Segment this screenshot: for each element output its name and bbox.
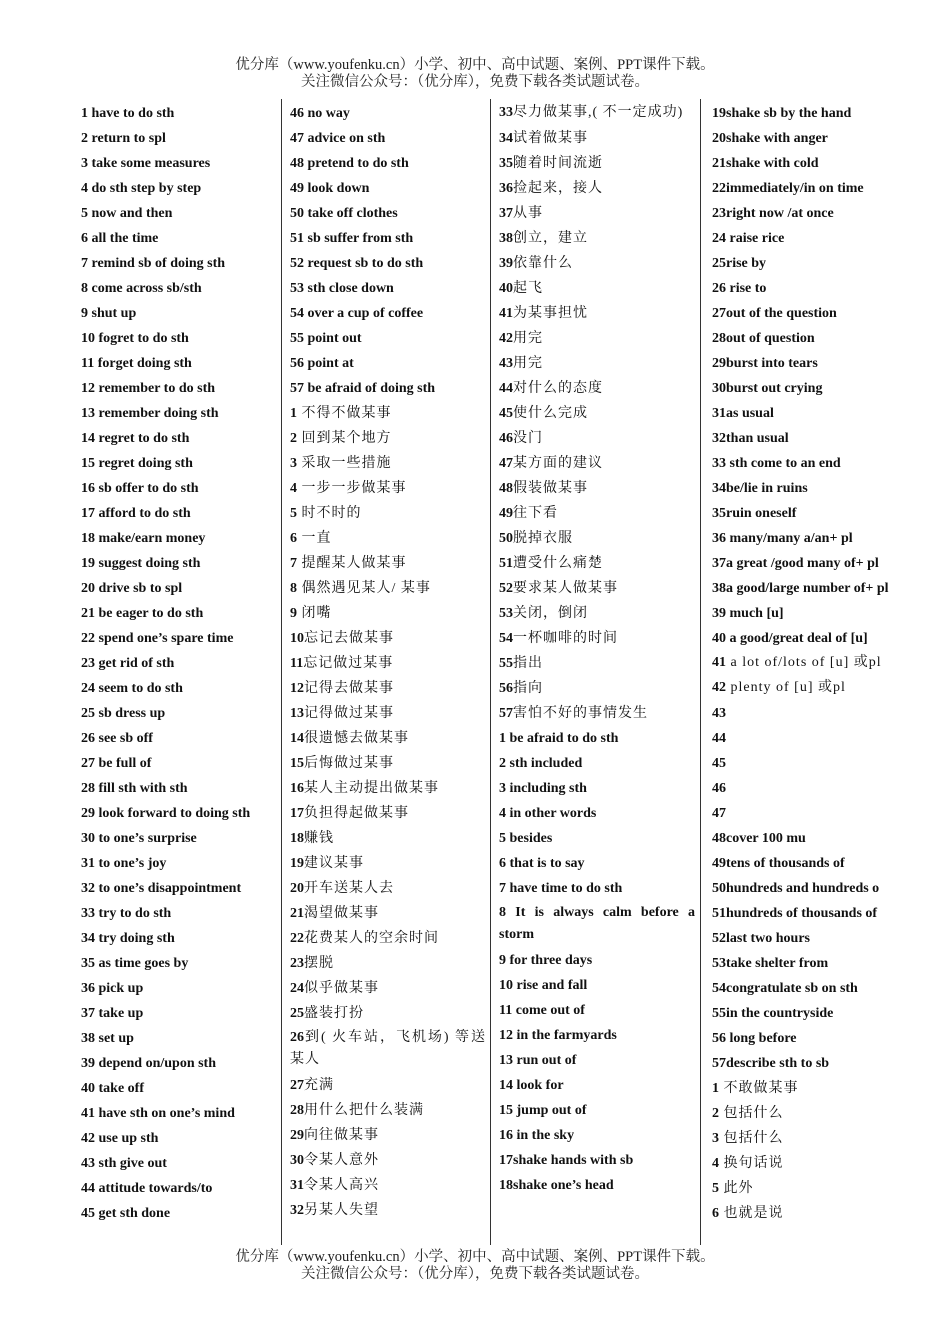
phrase-item: 7 提醒某人做某事 bbox=[290, 556, 407, 571]
phrase-item: 5 now and then bbox=[81, 206, 173, 221]
phrase-item: 45使什么完成 bbox=[499, 406, 588, 421]
phrase-item: 47 bbox=[712, 806, 726, 821]
phrase-item: 2 回到某个地方 bbox=[290, 431, 392, 446]
phrase-item: 44对什么的态度 bbox=[499, 381, 603, 396]
phrase-item: 33 sth come to an end bbox=[712, 456, 841, 471]
phrase-item: 20开车送某人去 bbox=[290, 881, 394, 896]
phrase-item: 8 偶然遇见某人/ 某事 bbox=[290, 581, 431, 596]
phrase-item: 42 plenty of [u] 或pl bbox=[712, 680, 846, 695]
phrase-item: 16 sb offer to do sth bbox=[81, 481, 199, 496]
phrase-item: 29 look forward to doing sth bbox=[81, 806, 251, 821]
phrase-item: 3 take some measures bbox=[81, 156, 211, 171]
phrase-item: 22 spend one’s spare time bbox=[81, 631, 234, 646]
phrase-item: 8 It is always calm before a storm bbox=[499, 905, 695, 942]
phrase-item: 36 many/many a/an+ pl bbox=[712, 531, 853, 546]
phrase-item: 5 besides bbox=[499, 831, 553, 846]
phrase-item: 1 不敢做某事 bbox=[712, 1081, 799, 1096]
phrase-item: 44 bbox=[712, 731, 726, 746]
phrase-item: 35 as time goes by bbox=[81, 956, 189, 971]
column-divider bbox=[490, 99, 491, 1245]
phrase-item: 6 一直 bbox=[290, 531, 332, 546]
phrase-item: 22immediately/in on time bbox=[712, 181, 864, 196]
phrase-item: 11 come out of bbox=[499, 1003, 585, 1018]
footer-line-2: 关注微信公众号：（优分库），免费下载各类试题试卷。 bbox=[301, 1266, 649, 1282]
phrase-item: 5 此外 bbox=[712, 1181, 754, 1196]
phrase-item: 54一杯咖啡的时间 bbox=[499, 631, 618, 646]
phrase-item: 1 have to do sth bbox=[81, 106, 175, 121]
phrase-item: 33 try to do sth bbox=[81, 906, 172, 921]
phrase-item: 14很遗憾去做某事 bbox=[290, 731, 409, 746]
phrase-item: 45 bbox=[712, 756, 726, 771]
phrase-item: 35随着时间流逝 bbox=[499, 156, 603, 171]
phrase-item: 27充满 bbox=[290, 1078, 334, 1093]
footer-line-1: 优分库（www.youfenku.cn）小学、初中、高中试题、案例、PPT课件下载。 bbox=[235, 1249, 715, 1265]
phrase-item: 19shake sb by the hand bbox=[712, 106, 852, 121]
phrase-item: 28 fill sth with sth bbox=[81, 781, 188, 796]
phrase-item: 16 in the sky bbox=[499, 1128, 575, 1143]
phrase-item: 10 fogret to do sth bbox=[81, 331, 189, 346]
phrase-item: 57 be afraid of doing sth bbox=[290, 381, 436, 396]
phrase-column-3 bbox=[499, 101, 695, 1241]
phrase-item: 52 request sb to do sth bbox=[290, 256, 424, 271]
phrase-item: 40起飞 bbox=[499, 281, 543, 296]
phrase-item: 40 take off bbox=[81, 1081, 144, 1096]
phrase-item: 34试着做某事 bbox=[499, 131, 588, 146]
phrase-item: 50hundreds and hundreds o bbox=[712, 881, 880, 896]
page-footer bbox=[0, 1249, 950, 1283]
header-line-2: 关注微信公众号：（优分库），免费下载各类试题试卷。 bbox=[301, 74, 649, 90]
phrase-item: 18shake one’s head bbox=[499, 1178, 614, 1193]
phrase-item: 28用什么把什么装满 bbox=[290, 1103, 424, 1118]
column-divider bbox=[700, 99, 701, 1245]
phrase-item: 14 look for bbox=[499, 1078, 564, 1093]
phrase-item: 12 remember to do sth bbox=[81, 381, 216, 396]
phrase-item: 1 不得不做某事 bbox=[290, 406, 392, 421]
phrase-item: 34 try doing sth bbox=[81, 931, 175, 946]
phrase-item: 34be/lie in ruins bbox=[712, 481, 808, 496]
phrase-item: 50脱掉衣服 bbox=[499, 531, 573, 546]
phrase-item: 48cover 100 mu bbox=[712, 831, 806, 846]
phrase-item: 50 take off clothes bbox=[290, 206, 398, 221]
phrase-item: 23right now /at once bbox=[712, 206, 834, 221]
phrase-item: 8 come across sb/sth bbox=[81, 281, 202, 296]
phrase-item: 49tens of thousands of bbox=[712, 856, 845, 871]
phrase-item: 36 pick up bbox=[81, 981, 144, 996]
phrase-item: 38创立，建立 bbox=[499, 231, 588, 246]
phrase-item: 37a great /good many of+ pl bbox=[712, 556, 879, 571]
phrase-item: 43 bbox=[712, 706, 726, 721]
phrase-item: 53 sth close down bbox=[290, 281, 394, 296]
phrase-item: 14 regret to do sth bbox=[81, 431, 190, 446]
phrase-item: 46没门 bbox=[499, 431, 543, 446]
phrase-item: 26 rise to bbox=[712, 281, 767, 296]
phrase-item: 16某人主动提出做某事 bbox=[290, 781, 439, 796]
phrase-item: 4 一步一步做某事 bbox=[290, 481, 407, 496]
phrase-column-2 bbox=[290, 101, 486, 1241]
phrase-item: 41 have sth on one’s mind bbox=[81, 1106, 235, 1121]
phrase-item: 19 suggest doing sth bbox=[81, 556, 201, 571]
phrase-item: 1 be afraid to do sth bbox=[499, 731, 619, 746]
phrase-item: 13 remember doing sth bbox=[81, 406, 219, 421]
phrase-item: 27out of the question bbox=[712, 306, 837, 321]
phrase-item: 3 采取一些措施 bbox=[290, 456, 392, 471]
phrase-item: 12记得去做某事 bbox=[290, 681, 394, 696]
phrase-item: 49往下看 bbox=[499, 506, 558, 521]
phrase-item: 20 drive sb to spl bbox=[81, 581, 183, 596]
phrase-item: 21渴望做某事 bbox=[290, 906, 379, 921]
phrase-item: 28out of question bbox=[712, 331, 815, 346]
phrase-item: 29向往做某事 bbox=[290, 1128, 379, 1143]
phrase-item: 49 look down bbox=[290, 181, 370, 196]
phrase-item: 4 in other words bbox=[499, 806, 597, 821]
phrase-item: 7 have time to do sth bbox=[499, 881, 623, 896]
phrase-item: 27 be full of bbox=[81, 756, 152, 771]
phrase-item: 35ruin oneself bbox=[712, 506, 797, 521]
phrase-item: 11忘记做过某事 bbox=[290, 656, 394, 671]
phrase-item: 41为某事担忧 bbox=[499, 306, 588, 321]
phrase-item: 37 take up bbox=[81, 1006, 144, 1021]
phrase-item: 17shake hands with sb bbox=[499, 1153, 634, 1168]
phrase-item: 18赚钱 bbox=[290, 831, 334, 846]
phrase-column-4 bbox=[712, 101, 908, 1241]
phrase-item: 13 run out of bbox=[499, 1053, 577, 1068]
phrase-item: 46 bbox=[712, 781, 726, 796]
phrase-item: 56 point at bbox=[290, 356, 354, 371]
phrase-item: 9 for three days bbox=[499, 953, 593, 968]
phrase-item: 55in the countryside bbox=[712, 1006, 834, 1021]
phrase-item: 15 jump out of bbox=[499, 1103, 587, 1118]
phrase-item: 30令某人意外 bbox=[290, 1153, 379, 1168]
phrase-item: 11 forget doing sth bbox=[81, 356, 192, 371]
phrase-item: 10 rise and fall bbox=[499, 978, 588, 993]
phrase-item: 32 to one’s disappointment bbox=[81, 881, 242, 896]
phrase-item: 21 be eager to do sth bbox=[81, 606, 204, 621]
phrase-item: 52last two hours bbox=[712, 931, 811, 946]
phrase-item: 12 in the farmyards bbox=[499, 1028, 617, 1043]
phrase-item: 9 shut up bbox=[81, 306, 137, 321]
phrase-item: 23 get rid of sth bbox=[81, 656, 175, 671]
phrase-item: 3 包括什么 bbox=[712, 1131, 784, 1146]
phrase-item: 24 seem to do sth bbox=[81, 681, 183, 696]
phrase-item: 19建议某事 bbox=[290, 856, 364, 871]
phrase-item: 21shake with cold bbox=[712, 156, 819, 171]
phrase-item: 31 to one’s joy bbox=[81, 856, 167, 871]
phrase-item: 6 that is to say bbox=[499, 856, 585, 871]
phrase-item: 53take shelter from bbox=[712, 956, 829, 971]
phrase-item: 55指出 bbox=[499, 656, 543, 671]
phrase-item: 3 including sth bbox=[499, 781, 587, 796]
phrase-item: 39 much [u] bbox=[712, 606, 784, 621]
phrase-item: 22花费某人的空余时间 bbox=[290, 931, 439, 946]
phrase-item: 29burst into tears bbox=[712, 356, 818, 371]
phrase-item: 54 over a cup of coffee bbox=[290, 306, 424, 321]
phrase-item: 39 depend on/upon sth bbox=[81, 1056, 217, 1071]
phrase-item: 25盛装打扮 bbox=[290, 1006, 364, 1021]
phrase-item: 30burst out crying bbox=[712, 381, 823, 396]
phrase-item: 31令某人高兴 bbox=[290, 1178, 379, 1193]
phrase-item: 43用完 bbox=[499, 356, 543, 371]
phrase-item: 38 set up bbox=[81, 1031, 134, 1046]
phrase-item: 52要求某人做某事 bbox=[499, 581, 618, 596]
phrase-item: 25rise by bbox=[712, 256, 767, 271]
phrase-item: 24似乎做某事 bbox=[290, 981, 379, 996]
phrase-item: 33尽力做某事,( 不一定成功) bbox=[499, 105, 684, 120]
header-line-1: 优分库（www.youfenku.cn）小学、初中、高中试题、案例、PPT课件下载。 bbox=[235, 57, 715, 73]
phrase-item: 41 a lot of/lots of [u] 或pl bbox=[712, 655, 882, 670]
page-header bbox=[0, 57, 950, 91]
phrase-item: 32另某人失望 bbox=[290, 1203, 379, 1218]
phrase-item: 42用完 bbox=[499, 331, 543, 346]
phrase-item: 57害怕不好的事情发生 bbox=[499, 706, 648, 721]
phrase-item: 46 no way bbox=[290, 106, 350, 121]
phrase-item: 31as usual bbox=[712, 406, 774, 421]
phrase-item: 6 all the time bbox=[81, 231, 159, 246]
phrase-item: 47某方面的建议 bbox=[499, 456, 603, 471]
phrase-item: 15后悔做过某事 bbox=[290, 756, 394, 771]
phrase-item: 24 raise rice bbox=[712, 231, 785, 246]
phrase-item: 2 return to spl bbox=[81, 131, 166, 146]
phrase-item: 17负担得起做某事 bbox=[290, 806, 409, 821]
phrase-item: 57describe sth to sb bbox=[712, 1056, 830, 1071]
phrase-item: 26到( 火车站，飞机场) 等送某人 bbox=[290, 1030, 486, 1067]
phrase-item: 40 a good/great deal of [u] bbox=[712, 631, 868, 646]
phrase-item: 48假装做某事 bbox=[499, 481, 588, 496]
phrase-item: 32than usual bbox=[712, 431, 789, 446]
phrase-item: 56 long before bbox=[712, 1031, 797, 1046]
column-divider bbox=[281, 99, 282, 1245]
phrase-item: 25 sb dress up bbox=[81, 706, 166, 721]
phrase-item: 17 afford to do sth bbox=[81, 506, 191, 521]
phrase-item: 53关闭，倒闭 bbox=[499, 606, 588, 621]
phrase-item: 54congratulate sb on sth bbox=[712, 981, 858, 996]
phrase-item: 42 use up sth bbox=[81, 1131, 159, 1146]
phrase-item: 51 sb suffer from sth bbox=[290, 231, 414, 246]
phrase-item: 48 pretend to do sth bbox=[290, 156, 409, 171]
phrase-item: 36捡起来，接人 bbox=[499, 181, 603, 196]
phrase-item: 6 也就是说 bbox=[712, 1206, 784, 1221]
phrase-item: 20shake with anger bbox=[712, 131, 828, 146]
phrase-item: 38a good/large number of+ pl bbox=[712, 581, 889, 596]
phrase-item: 56指向 bbox=[499, 681, 543, 696]
phrase-item: 13记得做过某事 bbox=[290, 706, 394, 721]
phrase-item: 45 get sth done bbox=[81, 1206, 171, 1221]
phrase-item: 2 sth included bbox=[499, 756, 583, 771]
phrase-item: 4 do sth step by step bbox=[81, 181, 202, 196]
phrase-item: 51hundreds of thousands of bbox=[712, 906, 878, 921]
phrase-item: 7 remind sb of doing sth bbox=[81, 256, 226, 271]
phrase-item: 43 sth give out bbox=[81, 1156, 167, 1171]
phrase-item: 9 闭嘴 bbox=[290, 606, 332, 621]
phrase-item: 51遭受什么痛楚 bbox=[499, 556, 603, 571]
phrase-item: 37从事 bbox=[499, 206, 543, 221]
phrase-item: 5 时不时的 bbox=[290, 506, 362, 521]
phrase-item: 15 regret doing sth bbox=[81, 456, 193, 471]
phrase-column-1 bbox=[81, 101, 277, 1241]
phrase-item: 26 see sb off bbox=[81, 731, 153, 746]
phrase-item: 47 advice on sth bbox=[290, 131, 386, 146]
phrase-item: 30 to one’s surprise bbox=[81, 831, 197, 846]
phrase-item: 55 point out bbox=[290, 331, 362, 346]
phrase-item: 44 attitude towards/to bbox=[81, 1181, 213, 1196]
phrase-item: 18 make/earn money bbox=[81, 531, 206, 546]
phrase-item: 10忘记去做某事 bbox=[290, 631, 394, 646]
phrase-item: 4 换句话说 bbox=[712, 1156, 784, 1171]
phrase-item: 2 包括什么 bbox=[712, 1106, 784, 1121]
phrase-item: 23摆脱 bbox=[290, 956, 334, 971]
phrase-item: 39依靠什么 bbox=[499, 256, 573, 271]
